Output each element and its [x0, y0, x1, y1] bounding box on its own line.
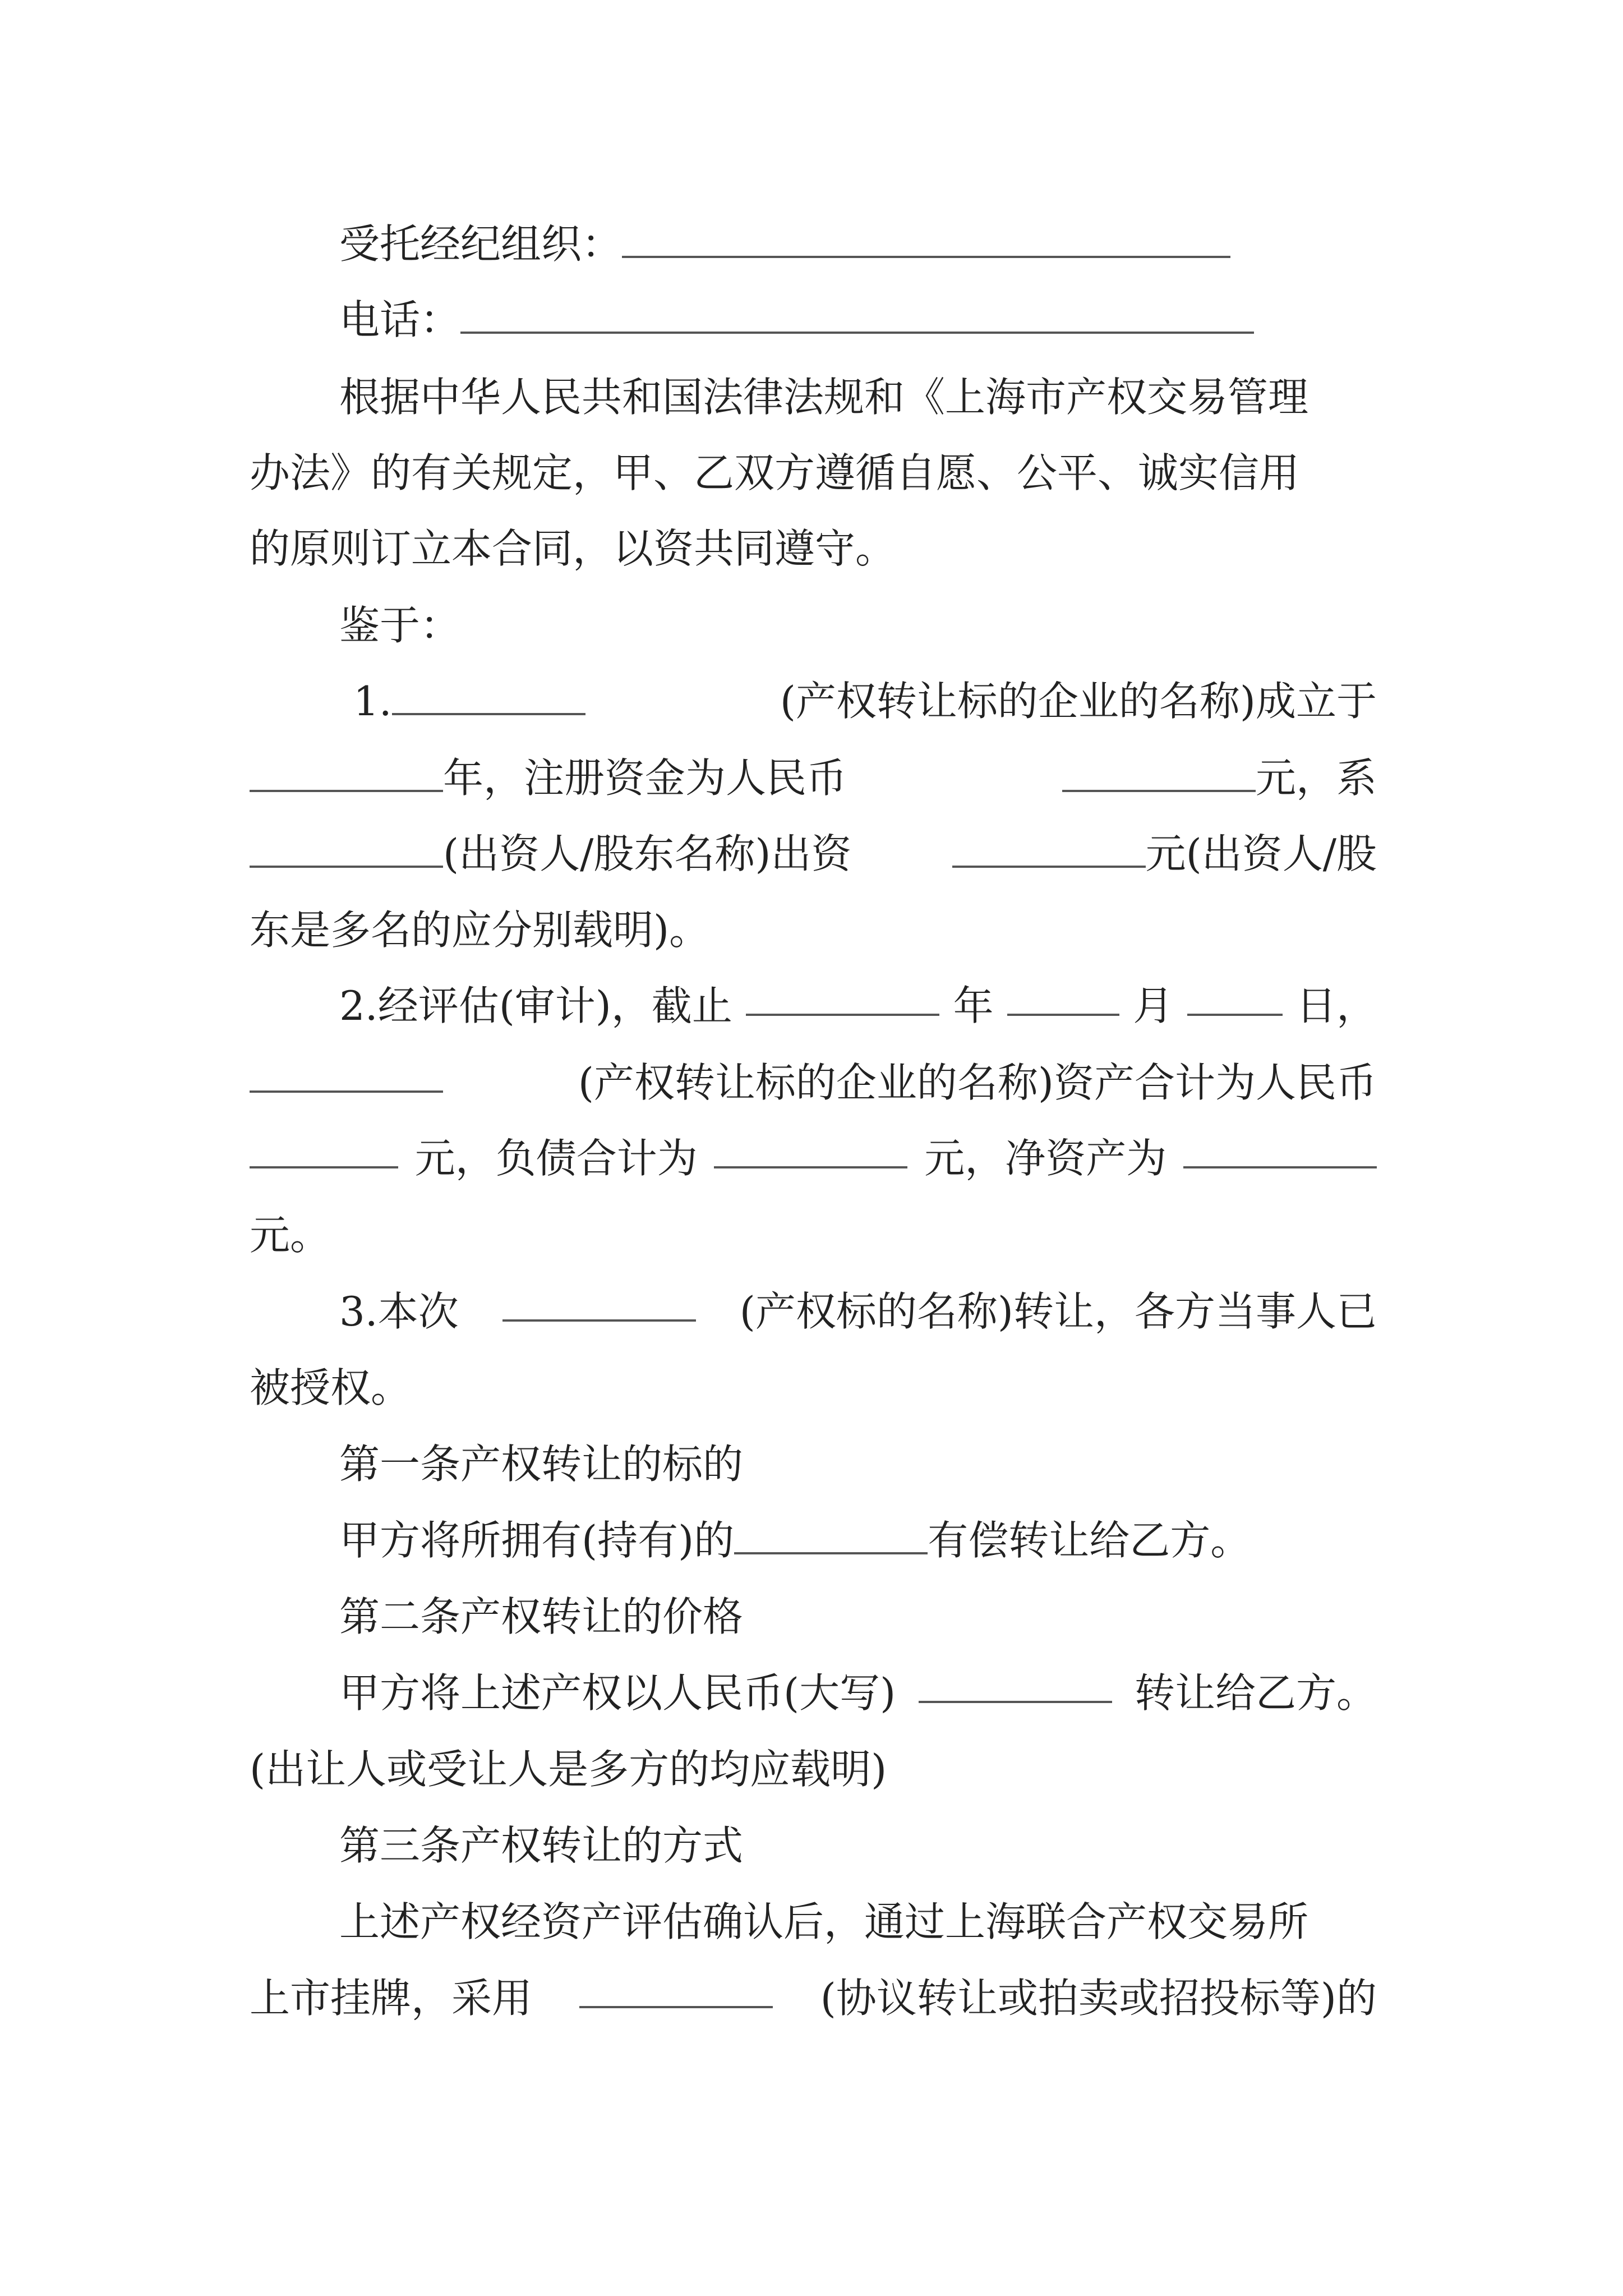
line-text: (出资人/股东名称)出资: [443, 830, 852, 877]
paragraph-line: 办法》的有关规定，甲、乙双方遵循自愿、公平、诚实信用: [250, 449, 1300, 496]
line-text: 年，注册资金为人民币: [443, 754, 847, 802]
fill-blank[interactable]: [250, 748, 443, 792]
fill-blank[interactable]: [952, 824, 1146, 868]
fill-blank[interactable]: [1062, 748, 1256, 792]
fill-blank[interactable]: [1183, 1125, 1377, 1168]
paragraph-line: [250, 820, 1377, 887]
fill-blank[interactable]: [250, 1125, 398, 1168]
paragraph-line: (出让人或受让人是多方的均应载明): [250, 1746, 887, 1793]
line-text: 上市挂牌，采用: [250, 1975, 533, 2022]
fill-blank[interactable]: [622, 214, 1230, 258]
line-text: (协议转让或拍卖或招投标等)的: [820, 1975, 1377, 2022]
paragraph-line: [250, 1964, 1377, 2032]
field-phone: [339, 286, 1377, 353]
fill-blank[interactable]: [746, 972, 939, 1016]
line-text: 3.本次: [339, 1288, 459, 1335]
paragraph-line: [339, 1659, 1377, 1727]
fill-blank[interactable]: [734, 1511, 928, 1554]
field-broker: [339, 210, 1377, 278]
line-text: 有偿转让给乙方。: [928, 1517, 1251, 1564]
paragraph-line: [353, 668, 1377, 735]
fill-blank[interactable]: [392, 671, 585, 715]
paragraph-line: 元。: [250, 1212, 331, 1259]
paragraph-line: [339, 972, 1377, 1039]
article-heading: 第二条产权转让的价格: [339, 1593, 744, 1640]
article-heading: 第一条产权转让的标的: [339, 1441, 744, 1488]
line-text: 甲方将所拥有(持有)的: [339, 1517, 735, 1564]
paragraph-line: [339, 1278, 1377, 1345]
line-text: 转让给乙方。: [1134, 1669, 1377, 1717]
fill-blank[interactable]: [579, 1964, 773, 2008]
fill-blank[interactable]: [1007, 972, 1119, 1016]
paragraph-line: 根据中华人民共和国法律法规和《上海市产权交易管理: [339, 374, 1309, 421]
line-text: 2.经评估(审计)，截止: [339, 982, 732, 1029]
line-text: 年: [953, 982, 994, 1029]
line-text: 1.: [353, 678, 392, 725]
paragraph-line: 被授权。: [250, 1364, 412, 1411]
fill-blank[interactable]: [460, 290, 1254, 334]
section-heading: 鉴于：: [339, 602, 461, 649]
fill-blank[interactable]: [1187, 972, 1283, 1016]
fill-blank[interactable]: [250, 824, 443, 868]
fill-blank[interactable]: [502, 1278, 696, 1322]
paragraph-line: [250, 1049, 1377, 1116]
paragraph-line: [339, 1507, 1377, 1574]
line-text: (产权转让标的企业的名称)成立于: [780, 678, 1377, 725]
line-text: (产权标的名称)转让，各方当事人已: [739, 1288, 1377, 1335]
fill-blank[interactable]: [714, 1125, 907, 1168]
line-text: 元，负债合计为: [414, 1135, 698, 1182]
article-heading: 第三条产权转让的方式: [339, 1822, 744, 1869]
line-text: 元，净资产为: [924, 1135, 1167, 1182]
line-text: 月: [1133, 982, 1174, 1029]
paragraph-line: 的原则订立本合同，以资共同遵守。: [250, 525, 896, 572]
paragraph-line: [250, 1125, 1377, 1192]
paragraph-line: 上述产权经资产评估确认后，通过上海联合产权交易所: [339, 1898, 1309, 1945]
line-text: 日，: [1295, 982, 1377, 1029]
fill-blank[interactable]: [250, 1049, 443, 1093]
paragraph-line: 东是多名的应分别载明)。: [250, 907, 710, 954]
field-label: 电话：: [339, 296, 461, 343]
line-text: 元(出资人/股: [1145, 830, 1377, 877]
line-text: (产权转让标的企业的名称)资产合计为人民币: [578, 1059, 1377, 1106]
fill-blank[interactable]: [919, 1659, 1112, 1703]
line-text: 元，系: [1255, 754, 1377, 802]
paragraph-line: [250, 744, 1377, 812]
line-text: 甲方将上述产权以人民币(大写): [339, 1669, 896, 1717]
field-label: 受托经纪组织：: [339, 220, 623, 268]
